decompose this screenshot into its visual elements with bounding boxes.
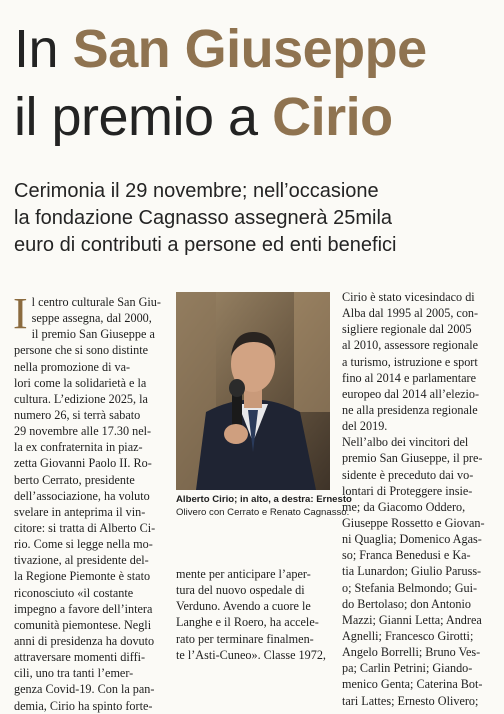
article-line: lontari di Proteggere insie- xyxy=(342,483,473,498)
article-line: cili, uno tra tanti l’emer- xyxy=(14,666,134,681)
article-line: pa; Carlin Petrini; Giando- xyxy=(342,661,473,676)
photo-illustration xyxy=(176,292,330,490)
article-line: tia Lunardon; Giulio Paruss- xyxy=(342,564,482,579)
article-line: Giuseppe Rossetto e Giovan- xyxy=(342,515,485,530)
article-line: la Regione Piemonte è stato xyxy=(14,569,151,584)
article-line: me; da Giacomo Oddero, xyxy=(342,499,466,514)
article-line: anni di presidenza ha dovuto xyxy=(14,633,155,648)
headline-cirio: Cirio xyxy=(272,87,393,147)
article-column-3 xyxy=(342,289,492,709)
article-line: europeo dal 2014 all’elezio- xyxy=(342,386,480,401)
article-line: zetta Giovanni Paolo II. Ro- xyxy=(14,456,152,471)
article-line: seppe assegna, dal 2000, xyxy=(31,311,152,326)
headline-line-2 xyxy=(14,87,393,147)
article-line: al 2010, assessore regionale xyxy=(342,338,479,353)
article-column-1 xyxy=(13,289,166,714)
article-line: mente per anticipare l’aper- xyxy=(176,567,311,581)
article-line: impegno a favore dell’intera xyxy=(14,601,153,616)
article-line: rio. Come si legge nella mo- xyxy=(14,537,153,552)
article-line: Angelo Borrelli; Bruno Ves- xyxy=(342,645,481,660)
article-line: fino al 2014 e parlamentare xyxy=(342,370,477,385)
article-line: Cirio è stato vicesindaco di xyxy=(342,290,475,304)
article-line: o; Stefania Belmondo; Gui- xyxy=(342,580,478,595)
subheadline-line-1: Cerimonia il 29 novembre; nell’occasione xyxy=(14,180,379,202)
article-line: la ex confraternita in piaz- xyxy=(14,440,143,455)
article-column-2 xyxy=(176,566,328,663)
article-line: tura del nuovo ospedale di xyxy=(176,583,305,598)
article-line: nella promozione di va- xyxy=(14,359,131,374)
article-line: lori come la solidarietà e la xyxy=(14,375,147,390)
article-line: a turismo, istruzione e sport xyxy=(342,354,478,369)
headline-il-premio-a: il premio a xyxy=(14,87,258,147)
article-line: numero 26, si terrà sabato xyxy=(14,407,141,422)
article-line: Mazzi; Gianni Letta; Andrea xyxy=(342,612,482,627)
article-line: comunità piemontese. Negli xyxy=(14,617,152,632)
photo-alberto-cirio xyxy=(176,292,330,490)
article-line: il premio San Giuseppe a xyxy=(31,327,155,342)
article-line: te l’Asti-Cuneo». Classe 1972, xyxy=(176,647,326,662)
article-line: ne alla presidenza regionale xyxy=(342,402,478,417)
article-line: attraversare momenti diffi- xyxy=(14,650,146,665)
caption-line-2: Olivero con Cerrato e Renato Cagnasso. xyxy=(176,507,350,518)
subheadline-line-2: la fondazione Cagnasso assegnerà 25mila xyxy=(14,207,393,229)
article-line: citore: si tratta di Alberto Ci- xyxy=(14,520,156,535)
headline-line-1 xyxy=(14,19,427,79)
drop-cap: I xyxy=(13,289,28,338)
article-line: l centro culturale San Giu- xyxy=(31,295,161,309)
article-line: menico Genta; Caterina Bot- xyxy=(342,677,483,692)
article-line: tivazione, al presidente del- xyxy=(14,553,149,568)
article-line: Nell’albo dei vincitori del xyxy=(342,435,469,450)
article-line: Agnelli; Francesco Girotti; xyxy=(342,628,474,643)
article-line: berto Cerrato, presidente xyxy=(14,472,135,487)
article-line: 29 novembre alle 17.30 nel- xyxy=(14,424,152,439)
article-line: Verduno. Avendo a cuore le xyxy=(176,599,311,614)
article-line: Alba dal 1995 al 2005, con- xyxy=(342,306,479,321)
article-line: sidente è preceduto dai vo- xyxy=(342,467,474,482)
article-line: cultura. L’edizione 2025, la xyxy=(14,391,148,406)
article-line: premio San Giuseppe, il pre- xyxy=(342,451,483,466)
article-line: svelare in anteprima il vin- xyxy=(14,504,146,519)
photo-caption xyxy=(176,493,352,519)
article-line: so; Franca Benedusi e Ka- xyxy=(342,548,471,563)
headline-in: In xyxy=(14,19,59,79)
article-line: do Bertolaso; don Antonio xyxy=(342,596,471,611)
article-line: persone che si sono distinte xyxy=(14,343,149,358)
subheadline-line-3: euro di contributi a persone ed enti benefici xyxy=(14,234,397,256)
article-line: tari Lattes; Ernesto Olivero; xyxy=(342,693,479,708)
article-line: riconosciuto «il costante xyxy=(14,585,134,600)
caption-line-1: Alberto Cirio; in alto, a destra: Ernesto xyxy=(176,494,352,505)
article-line: dell’associazione, ha voluto xyxy=(14,488,150,503)
article-line: Langhe e il Roero, ha accele- xyxy=(176,615,319,630)
article-line: sigliere regionale dal 2005 xyxy=(342,322,472,337)
article-line: ni Quaglia; Domenico Agas- xyxy=(342,532,482,547)
article-line: genza Covid-19. Con la pan- xyxy=(14,682,155,697)
article-line: rato per terminare finalmen- xyxy=(176,631,314,646)
headline-san-giuseppe: San Giuseppe xyxy=(72,19,427,79)
article-line: demia, Cirio ha spinto forte- xyxy=(14,698,153,713)
article-line: del 2019. xyxy=(342,419,388,434)
